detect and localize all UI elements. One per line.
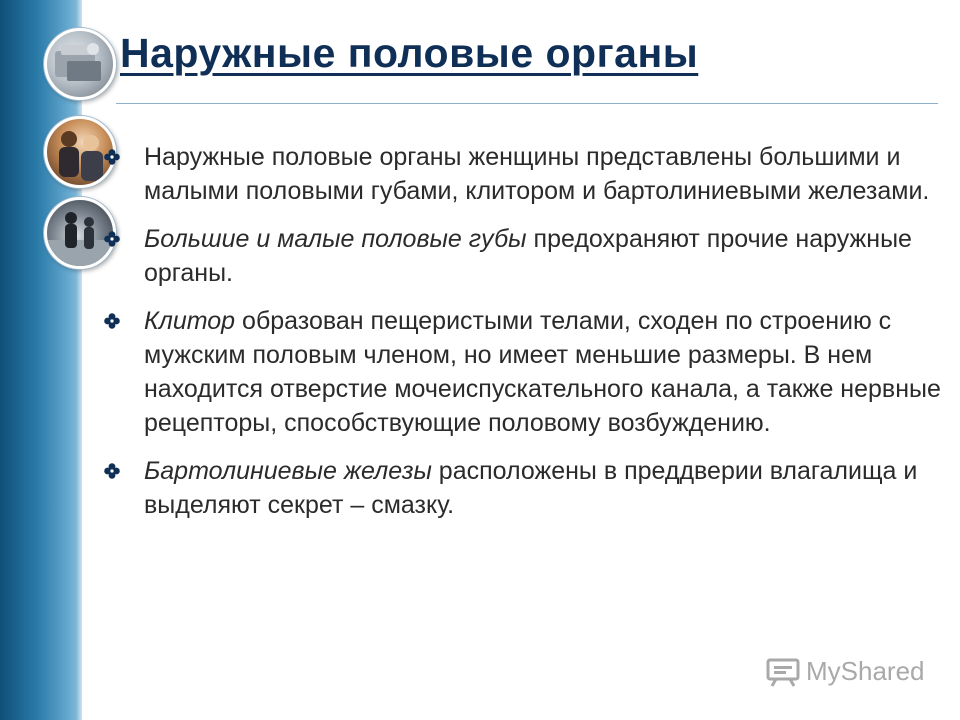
bullet-text: Наружные половые органы женщины представлены большими и малыми половыми губами, клитором и бартолиниевыми железами. bbox=[144, 143, 930, 205]
bullet-list bbox=[104, 140, 944, 536]
four-leaf-bullet-icon bbox=[104, 149, 120, 165]
title-divider bbox=[116, 103, 938, 104]
slide-title: Наружные половые органы bbox=[120, 30, 699, 76]
bullet-italic-term: Клитор bbox=[144, 307, 236, 335]
bullet-text: предохраняют прочие наружные органы. bbox=[144, 225, 912, 287]
myshared-watermark bbox=[766, 656, 925, 687]
bullet-italic-term: Бартолиниевые железы bbox=[144, 457, 432, 485]
presentation-board-icon bbox=[766, 657, 800, 687]
side-bar-decoration bbox=[0, 0, 82, 720]
bullet-text: образован пещеристыми телами, сходен по строению с мужским половым членом, но имеет меньшие размеры. В нем находится отверстие мочеиспускательного канала, а также нервные рецепторы, способствующие половому возбуждению. bbox=[144, 307, 941, 437]
bullet-item bbox=[104, 304, 944, 440]
four-leaf-bullet-icon bbox=[104, 463, 120, 479]
watermark-logo-text: MyShared bbox=[806, 656, 925, 686]
decorative-photo-circle-1 bbox=[44, 28, 116, 100]
office-equipment-image bbox=[47, 31, 113, 97]
bullet-item bbox=[104, 222, 944, 290]
bullet-item bbox=[104, 454, 944, 522]
bullet-italic-term: Большие и малые половые губы bbox=[144, 225, 527, 253]
bullet-text: расположены в преддверии влагалища и выделяют секрет – смазку. bbox=[144, 457, 918, 519]
four-leaf-bullet-icon bbox=[104, 231, 120, 247]
four-leaf-bullet-icon bbox=[104, 313, 120, 329]
bullet-item bbox=[104, 140, 944, 208]
